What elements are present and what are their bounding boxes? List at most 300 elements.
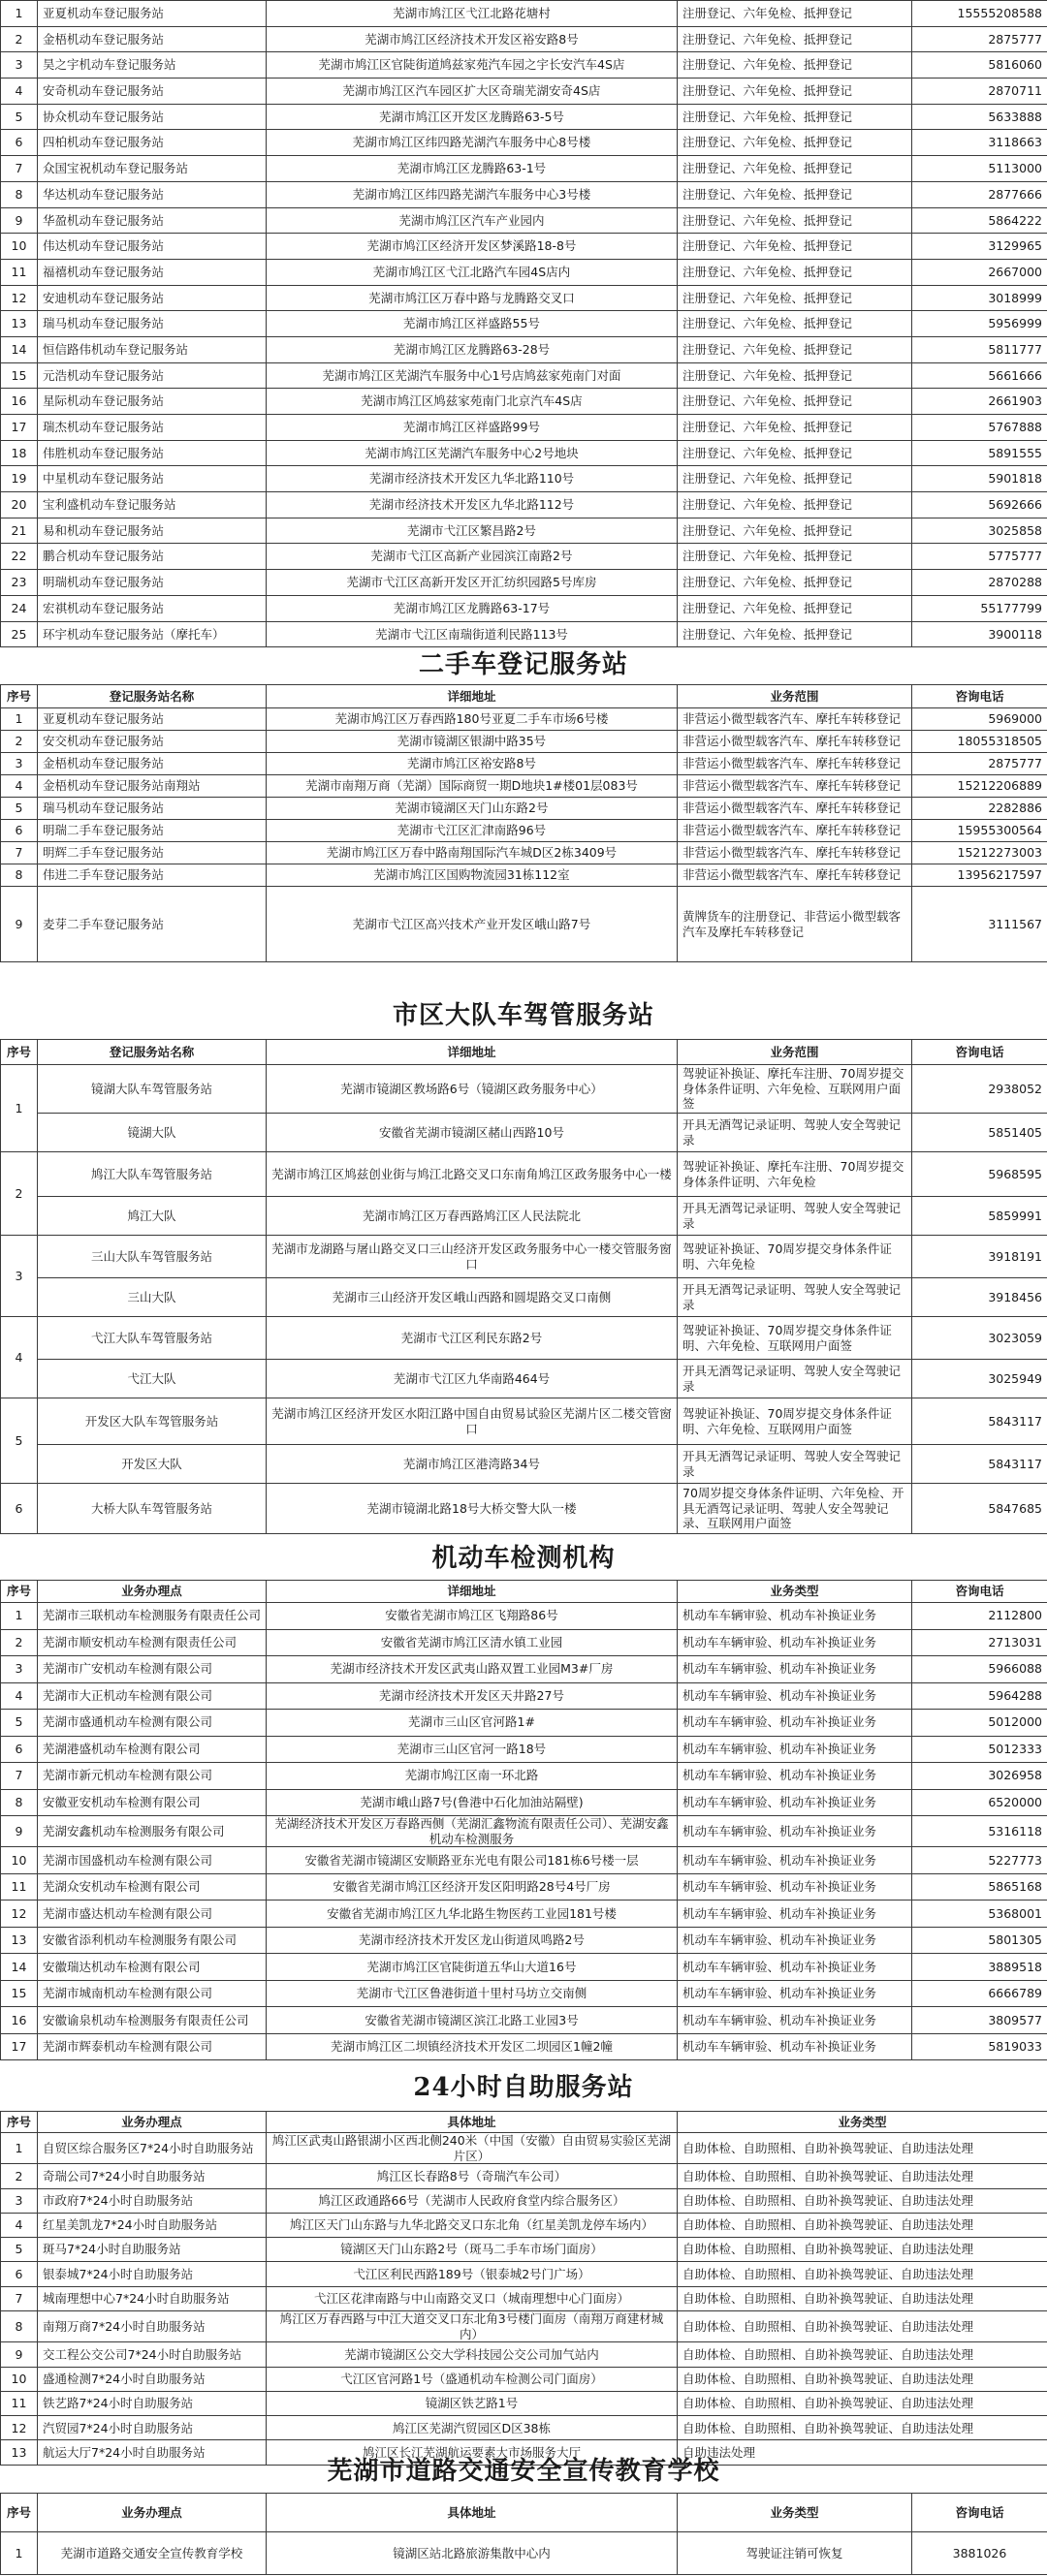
station-name: 伟达机动车登记服务站 bbox=[38, 234, 267, 260]
used-car-section-title: 二手车登记服务站 bbox=[418, 650, 628, 679]
address: 芜湖市鸠江区鸠兹家苑南门北京汽车4S店 bbox=[267, 389, 678, 415]
row-number: 6 bbox=[1, 1736, 38, 1763]
service-point: 市政府7*24小时自助服务站 bbox=[38, 2188, 267, 2213]
phone-number: 15212206889 bbox=[912, 775, 1047, 798]
address: 鸠江区芜湖汽贸园区D区38栋 bbox=[267, 2416, 678, 2440]
table-row bbox=[1, 2007, 1047, 2034]
business-scope: 非营运小微型载客汽车、摩托车转移登记 bbox=[678, 731, 912, 753]
row-number: 4 bbox=[1, 79, 38, 105]
address: 安徽省芜湖市镜湖区赭山西路10号 bbox=[267, 1114, 678, 1152]
table-row bbox=[1, 311, 1047, 337]
table-row bbox=[1, 1927, 1047, 1954]
row-number: 4 bbox=[1, 1682, 38, 1710]
business-scope: 注册登记、六年免检、抵押登记 bbox=[678, 492, 912, 518]
row-number: 8 bbox=[1, 1789, 38, 1816]
safety-school-table bbox=[0, 2493, 1047, 2575]
phone-number: 2875777 bbox=[912, 26, 1047, 52]
column-header: 详细地址 bbox=[267, 685, 678, 708]
column-header: 具体地址 bbox=[267, 2112, 678, 2133]
business-scope: 黄牌货车的注册登记、非营运小微型载客汽车及摩托车转移登记 bbox=[678, 887, 912, 962]
phone-number: 2112800 bbox=[912, 1603, 1047, 1630]
row-number: 9 bbox=[1, 2342, 38, 2367]
phone-number: 2877666 bbox=[912, 181, 1047, 207]
row-number: 8 bbox=[1, 864, 38, 887]
station-name: 金梧机动车登记服务站南翔站 bbox=[38, 775, 267, 798]
district-brigade-table bbox=[0, 1039, 1047, 1534]
business-scope: 注册登记、六年免检、抵押登记 bbox=[678, 181, 912, 207]
phone-number: 5843117 bbox=[912, 1398, 1047, 1445]
station-name: 鸠江大队车驾管服务站 bbox=[38, 1152, 267, 1197]
business-scope: 开具无酒驾记录证明、驾驶人安全驾驶记录 bbox=[678, 1114, 912, 1152]
row-number: 16 bbox=[1, 2007, 38, 2034]
station-name: 昊之宇机动车登记服务站 bbox=[38, 52, 267, 79]
address: 芜湖市鸠江区经济技术开发区裕安路8号 bbox=[267, 26, 678, 52]
business-type: 自助违法处理 bbox=[678, 2440, 1047, 2465]
phone-number: 15555208588 bbox=[912, 1, 1047, 27]
column-header: 咨询电话 bbox=[912, 1040, 1047, 1065]
inspection-section-title: 机动车检测机构 bbox=[431, 1544, 616, 1573]
phone-number: 3025949 bbox=[912, 1360, 1047, 1398]
phone-number: 15955300564 bbox=[912, 820, 1047, 842]
group-number: 6 bbox=[1, 1484, 38, 1534]
phone-number: 5012000 bbox=[912, 1710, 1047, 1737]
phone-number: 3889518 bbox=[912, 1954, 1047, 1981]
business-type: 自助体检、自助照相、自助补换驾驶证、自助违法处理 bbox=[678, 2342, 1047, 2367]
row-number: 19 bbox=[1, 466, 38, 492]
business-scope: 注册登记、六年免检、抵押登记 bbox=[678, 130, 912, 156]
phone-number: 3026958 bbox=[912, 1763, 1047, 1790]
business-scope: 驾驶证补换证、摩托车注册、70周岁提交身体条件证明、六年免检、互联网用户面签 bbox=[678, 1065, 912, 1114]
address: 镜湖区铁艺路1号 bbox=[267, 2391, 678, 2415]
table-row bbox=[1, 731, 1047, 753]
address: 芜湖市鸠江区龙腾路63-1号 bbox=[267, 156, 678, 182]
business-scope: 开具无酒驾记录证明、驾驶人安全驾驶记录 bbox=[678, 1445, 912, 1484]
address: 芜湖市鸠江区龙腾路63-28号 bbox=[267, 336, 678, 362]
address: 安徽省芜湖市镜湖区滨江北路工业园3号 bbox=[267, 2007, 678, 2034]
business-scope: 机动车车辆审验、机动车补换证业务 bbox=[678, 1980, 912, 2007]
address: 芜湖市鸠江区芜湖汽车服务中心2号地块 bbox=[267, 440, 678, 466]
address: 鸠江区政通路66号（芜湖市人民政府食堂内综合服务区） bbox=[267, 2188, 678, 2213]
business-scope: 70周岁提交身体条件证明、六年免检、开具无酒驾记录证明、驾驶人安全驾驶记录、互联网用户面签 bbox=[678, 1484, 912, 1534]
business-scope: 注册登记、六年免检、抵押登记 bbox=[678, 234, 912, 260]
station-name: 三山大队 bbox=[38, 1278, 267, 1317]
address: 芜湖市峨山路7号(鲁港中石化加油站隔壁) bbox=[267, 1789, 678, 1816]
table-row bbox=[1, 1710, 1047, 1737]
station-name: 易和机动车登记服务站 bbox=[38, 518, 267, 544]
table-row bbox=[1, 1398, 1047, 1445]
row-number: 3 bbox=[1, 753, 38, 775]
business-scope: 注册登记、六年免检、抵押登记 bbox=[678, 285, 912, 311]
phone-number: 6666789 bbox=[912, 1980, 1047, 2007]
station-name: 弋江大队车驾管服务站 bbox=[38, 1317, 267, 1360]
row-number: 4 bbox=[1, 775, 38, 798]
table-row bbox=[1, 466, 1047, 492]
row-number: 1 bbox=[1, 708, 38, 731]
address: 芜湖市三山经济开发区峨山西路和圆堤路交叉口南侧 bbox=[267, 1278, 678, 1317]
station-name: 安徽亚安机动车检测有限公司 bbox=[38, 1789, 267, 1816]
business-scope: 机动车车辆审验、机动车补换证业务 bbox=[678, 1629, 912, 1656]
station-name: 金梧机动车登记服务站 bbox=[38, 753, 267, 775]
column-header: 业务办理点 bbox=[38, 1581, 267, 1603]
address: 芜湖市鸠江区芜湖汽车服务中心1号店鸠兹家苑南门对面 bbox=[267, 362, 678, 389]
row-number: 8 bbox=[1, 181, 38, 207]
table-row bbox=[1, 753, 1047, 775]
row-number: 7 bbox=[1, 2286, 38, 2310]
service-point: 汽贸园7*24小时自助服务站 bbox=[38, 2416, 267, 2440]
business-scope: 机动车车辆审验、机动车补换证业务 bbox=[678, 1901, 912, 1928]
self-service-section-title: 24小时自助服务站 bbox=[413, 2073, 634, 2102]
row-number: 11 bbox=[1, 2391, 38, 2415]
table-row bbox=[1, 415, 1047, 441]
table-row bbox=[1, 1445, 1047, 1484]
station-name: 芜湖港盛机动车检测有限公司 bbox=[38, 1736, 267, 1763]
phone-number: 5633888 bbox=[912, 104, 1047, 130]
phone-number: 5847685 bbox=[912, 1484, 1047, 1534]
table-row bbox=[1, 570, 1047, 596]
address: 芜湖市南翔万商（芜湖）国际商贸一期D地块1#楼01层083号 bbox=[267, 775, 678, 798]
table-row bbox=[1, 1736, 1047, 1763]
group-number: 3 bbox=[1, 1236, 38, 1317]
table-row bbox=[1, 775, 1047, 798]
station-name: 中星机动车登记服务站 bbox=[38, 466, 267, 492]
row-number: 5 bbox=[1, 798, 38, 820]
row-number: 23 bbox=[1, 570, 38, 596]
phone-number: 2938052 bbox=[912, 1065, 1047, 1114]
station-name: 芜湖市广安机动车检测有限公司 bbox=[38, 1656, 267, 1683]
address: 芜湖市鸠江区弋江北路花塘村 bbox=[267, 1, 678, 27]
station-name: 开发区大队车驾管服务站 bbox=[38, 1398, 267, 1445]
phone-number: 3918456 bbox=[912, 1278, 1047, 1317]
business-scope: 非营运小微型载客汽车、摩托车转移登记 bbox=[678, 753, 912, 775]
phone-number: 2282886 bbox=[912, 798, 1047, 820]
address: 芜湖市三山区官河路1# bbox=[267, 1710, 678, 1737]
station-name: 伟进二手车登记服务站 bbox=[38, 864, 267, 887]
table-row bbox=[1, 621, 1047, 647]
phone-number: 5801305 bbox=[912, 1927, 1047, 1954]
address: 芜湖市经济技术开发区武夷山路双置工业园M3#厂房 bbox=[267, 1656, 678, 1683]
station-name: 芜湖市顺安机动车检测有限责任公司 bbox=[38, 1629, 267, 1656]
station-name: 亚夏机动车登记服务站 bbox=[38, 708, 267, 731]
phone-number: 5891555 bbox=[912, 440, 1047, 466]
business-scope: 机动车车辆审验、机动车补换证业务 bbox=[678, 1736, 912, 1763]
address: 芜湖市鸠江区万春中路南翔国际汽车城D区2栋3409号 bbox=[267, 842, 678, 864]
address: 芜湖市弋江区高新开发区开汇纺织园路5号库房 bbox=[267, 570, 678, 596]
station-name: 亚夏机动车登记服务站 bbox=[38, 1, 267, 27]
column-header: 业务范围 bbox=[678, 685, 912, 708]
row-number: 15 bbox=[1, 362, 38, 389]
column-header: 业务办理点 bbox=[38, 2494, 267, 2532]
business-scope: 非营运小微型载客汽车、摩托车转移登记 bbox=[678, 842, 912, 864]
row-number: 5 bbox=[1, 104, 38, 130]
business-scope: 注册登记、六年免检、抵押登记 bbox=[678, 389, 912, 415]
business-scope: 机动车车辆审验、机动车补换证业务 bbox=[678, 1954, 912, 1981]
business-scope: 开具无酒驾记录证明、驾驶人安全驾驶记录 bbox=[678, 1197, 912, 1236]
group-number: 4 bbox=[1, 1317, 38, 1398]
column-header: 咨询电话 bbox=[912, 685, 1047, 708]
address: 芜湖市龙湖路与屠山路交叉口三山经济开发区政务服务中心一楼交管服务窗口 bbox=[267, 1236, 678, 1278]
table-row bbox=[1, 1656, 1047, 1683]
row-number: 21 bbox=[1, 518, 38, 544]
station-name: 芜湖市城南机动车检测有限公司 bbox=[38, 1980, 267, 2007]
address: 芜湖市弋江区汇津南路96号 bbox=[267, 820, 678, 842]
table-row bbox=[1, 595, 1047, 621]
row-number: 17 bbox=[1, 2033, 38, 2060]
registration-station-table bbox=[0, 0, 1047, 647]
column-header: 业务办理点 bbox=[38, 2112, 267, 2133]
table-header-row bbox=[1, 1581, 1047, 1603]
address: 芜湖市镜湖区公交大学科技园公交公司加气站内 bbox=[267, 2342, 678, 2367]
business-scope: 机动车车辆审验、机动车补换证业务 bbox=[678, 1682, 912, 1710]
row-number: 6 bbox=[1, 820, 38, 842]
business-scope: 注册登记、六年免检、抵押登记 bbox=[678, 544, 912, 570]
table-row bbox=[1, 2262, 1047, 2286]
table-row bbox=[1, 1901, 1047, 1928]
station-name: 福禧机动车登记服务站 bbox=[38, 259, 267, 285]
row-number: 1 bbox=[1, 2133, 38, 2164]
table-row bbox=[1, 181, 1047, 207]
address: 芜湖市鸠江区裕安路8号 bbox=[267, 753, 678, 775]
table-row bbox=[1, 79, 1047, 105]
column-header: 业务类型 bbox=[678, 1581, 912, 1603]
row-number: 1 bbox=[1, 1603, 38, 1630]
column-header: 详细地址 bbox=[267, 1040, 678, 1065]
row-number: 2 bbox=[1, 2164, 38, 2188]
station-name: 金梧机动车登记服务站 bbox=[38, 26, 267, 52]
business-type: 自助体检、自助照相、自助补换驾驶证、自助违法处理 bbox=[678, 2311, 1047, 2342]
business-type: 自助体检、自助照相、自助补换驾驶证、自助违法处理 bbox=[678, 2262, 1047, 2286]
business-type: 自助体检、自助照相、自助补换驾驶证、自助违法处理 bbox=[678, 2391, 1047, 2415]
address: 芜湖市鸠江区经济开发区梦溪路18-8号 bbox=[267, 234, 678, 260]
column-header: 序号 bbox=[1, 2112, 38, 2133]
business-scope: 注册登记、六年免检、抵押登记 bbox=[678, 207, 912, 234]
address: 鸠江区长江芜湖航运要素大市场服务大厅 bbox=[267, 2440, 678, 2465]
column-header: 咨询电话 bbox=[912, 1581, 1047, 1603]
table-row bbox=[1, 2133, 1047, 2164]
business-scope: 开具无酒驾记录证明、驾驶人安全驾驶记录 bbox=[678, 1360, 912, 1398]
row-number: 10 bbox=[1, 2367, 38, 2391]
service-point: 盛通检测7*24小时自助服务站 bbox=[38, 2367, 267, 2391]
business-scope: 机动车车辆审验、机动车补换证业务 bbox=[678, 1927, 912, 1954]
business-scope: 非营运小微型载客汽车、摩托车转移登记 bbox=[678, 775, 912, 798]
row-number: 9 bbox=[1, 887, 38, 962]
address: 芜湖市弋江区南瑞街道利民路113号 bbox=[267, 621, 678, 647]
address: 芜湖市弋江区利民东路2号 bbox=[267, 1317, 678, 1360]
table-row bbox=[1, 1152, 1047, 1197]
phone-number: 5227773 bbox=[912, 1847, 1047, 1874]
address: 安徽省芜湖市鸠江区经济开发区阳明路28号4号厂房 bbox=[267, 1873, 678, 1901]
phone-number: 55177799 bbox=[912, 595, 1047, 621]
phone-number: 3025858 bbox=[912, 518, 1047, 544]
address: 芜湖市鸠江区二坝镇经济技术开发区二坝园区1幢2幢 bbox=[267, 2033, 678, 2060]
station-name: 华盈机动车登记服务站 bbox=[38, 207, 267, 234]
column-header: 业务范围 bbox=[678, 1040, 912, 1065]
station-name: 瑞杰机动车登记服务站 bbox=[38, 415, 267, 441]
row-number: 1 bbox=[1, 1, 38, 27]
phone-number: 5692666 bbox=[912, 492, 1047, 518]
table-row bbox=[1, 1789, 1047, 1816]
phone-number: 3118663 bbox=[912, 130, 1047, 156]
station-name: 明瑞机动车登记服务站 bbox=[38, 570, 267, 596]
address: 镜湖区站北路旅游集散中心内 bbox=[267, 2532, 678, 2575]
business-scope: 机动车车辆审验、机动车补换证业务 bbox=[678, 1789, 912, 1816]
phone-number: 5901818 bbox=[912, 466, 1047, 492]
business-scope: 注册登记、六年免检、抵押登记 bbox=[678, 104, 912, 130]
row-number: 13 bbox=[1, 2440, 38, 2465]
business-scope: 注册登记、六年免检、抵押登记 bbox=[678, 595, 912, 621]
column-header: 业务类型 bbox=[678, 2494, 912, 2532]
table-header-row bbox=[1, 2112, 1047, 2133]
address: 芜湖市鸠江区汽车园区扩大区奇瑞芜湖安奇4S店 bbox=[267, 79, 678, 105]
address: 芜湖市鸠江区汽车产业园内 bbox=[267, 207, 678, 234]
station-name: 大桥大队车驾管服务站 bbox=[38, 1484, 267, 1534]
row-number: 8 bbox=[1, 2311, 38, 2342]
table-row bbox=[1, 1317, 1047, 1360]
station-name: 芜湖市大正机动车检测有限公司 bbox=[38, 1682, 267, 1710]
station-name: 环宇机动车登记服务站（摩托车） bbox=[38, 621, 267, 647]
business-scope: 注册登记、六年免检、抵押登记 bbox=[678, 621, 912, 647]
business-scope: 非营运小微型载客汽车、摩托车转移登记 bbox=[678, 798, 912, 820]
table-row bbox=[1, 1603, 1047, 1630]
table-row bbox=[1, 1236, 1047, 1278]
station-name: 芜湖市辉泰机动车检测有限公司 bbox=[38, 2033, 267, 2060]
phone-number: 5864222 bbox=[912, 207, 1047, 234]
row-number: 14 bbox=[1, 1954, 38, 1981]
table-row bbox=[1, 842, 1047, 864]
address: 芜湖市弋江区高兴技术产业开发区峨山路7号 bbox=[267, 887, 678, 962]
station-name: 鹏合机动车登记服务站 bbox=[38, 544, 267, 570]
business-scope: 机动车车辆审验、机动车补换证业务 bbox=[678, 1710, 912, 1737]
row-number: 10 bbox=[1, 234, 38, 260]
address: 芜湖市镜湖区银湖中路35号 bbox=[267, 731, 678, 753]
row-number: 3 bbox=[1, 52, 38, 79]
phone-number: 5368001 bbox=[912, 1901, 1047, 1928]
station-name: 华达机动车登记服务站 bbox=[38, 181, 267, 207]
row-number: 24 bbox=[1, 595, 38, 621]
column-header: 具体地址 bbox=[267, 2494, 678, 2532]
table-row bbox=[1, 207, 1047, 234]
service-point: 银泰城7*24小时自助服务站 bbox=[38, 2262, 267, 2286]
table-row bbox=[1, 130, 1047, 156]
business-scope: 机动车车辆审验、机动车补换证业务 bbox=[678, 2007, 912, 2034]
table-row bbox=[1, 1847, 1047, 1874]
business-scope: 注册登记、六年免检、抵押登记 bbox=[678, 362, 912, 389]
address: 芜湖市鸠江区纬四路芜湖汽车服务中心8号楼 bbox=[267, 130, 678, 156]
address: 芜湖市经济技术开发区龙山街道凤鸣路2号 bbox=[267, 1927, 678, 1954]
business-scope: 开具无酒驾记录证明、驾驶人安全驾驶记录 bbox=[678, 1278, 912, 1317]
phone-number: 5819033 bbox=[912, 2033, 1047, 2060]
business-scope: 机动车车辆审验、机动车补换证业务 bbox=[678, 1816, 912, 1847]
business-scope: 注册登记、六年免检、抵押登记 bbox=[678, 1, 912, 27]
phone-number: 2713031 bbox=[912, 1629, 1047, 1656]
station-name: 开发区大队 bbox=[38, 1445, 267, 1484]
table-row bbox=[1, 440, 1047, 466]
station-name: 明瑞二手车登记服务站 bbox=[38, 820, 267, 842]
address: 芜湖市鸠江区南一环北路 bbox=[267, 1763, 678, 1790]
table-row bbox=[1, 26, 1047, 52]
address: 芜湖市镜湖区天门山东路2号 bbox=[267, 798, 678, 820]
phone-number: 3023059 bbox=[912, 1317, 1047, 1360]
station-name: 镜湖大队车驾管服务站 bbox=[38, 1065, 267, 1114]
table-row bbox=[1, 2532, 1047, 2575]
table-row bbox=[1, 1360, 1047, 1398]
address: 芜湖市鸠江区国购物流园31栋112室 bbox=[267, 864, 678, 887]
service-point: 斑马7*24小时自助服务站 bbox=[38, 2238, 267, 2262]
table-row bbox=[1, 544, 1047, 570]
table-row bbox=[1, 2213, 1047, 2237]
row-number: 20 bbox=[1, 492, 38, 518]
table-row bbox=[1, 2416, 1047, 2440]
group-number: 1 bbox=[1, 1065, 38, 1152]
address: 芜湖市镜湖区教场路6号（镜湖区政务服务中心） bbox=[267, 1065, 678, 1114]
phone-number: 5316118 bbox=[912, 1816, 1047, 1847]
table-row bbox=[1, 1954, 1047, 1981]
station-name: 星际机动车登记服务站 bbox=[38, 389, 267, 415]
business-type: 自助体检、自助照相、自助补换驾驶证、自助违法处理 bbox=[678, 2416, 1047, 2440]
business-type: 自助体检、自助照相、自助补换驾驶证、自助违法处理 bbox=[678, 2286, 1047, 2310]
column-header: 业务类型 bbox=[678, 2112, 1047, 2133]
address: 弋江区花津南路与中山南路交叉口（城南理想中心门面房） bbox=[267, 2286, 678, 2310]
phone-number: 5859991 bbox=[912, 1197, 1047, 1236]
service-point: 红星美凯龙7*24小时自助服务站 bbox=[38, 2213, 267, 2237]
table-row bbox=[1, 2033, 1047, 2060]
row-number: 5 bbox=[1, 1710, 38, 1737]
group-number: 5 bbox=[1, 1398, 38, 1484]
used-car-station-table bbox=[0, 684, 1047, 962]
row-number: 3 bbox=[1, 1656, 38, 1683]
phone-number: 5775777 bbox=[912, 544, 1047, 570]
row-number: 9 bbox=[1, 1816, 38, 1847]
table-row bbox=[1, 798, 1047, 820]
business-type: 自助体检、自助照相、自助补换驾驶证、自助违法处理 bbox=[678, 2367, 1047, 2391]
row-number: 18 bbox=[1, 440, 38, 466]
business-scope: 注册登记、六年免检、抵押登记 bbox=[678, 440, 912, 466]
address: 鸠江区天门山东路与九华北路交叉口东北角（红星美凯龙停车场内） bbox=[267, 2213, 678, 2237]
business-type: 自助体检、自助照相、自助补换驾驶证、自助违法处理 bbox=[678, 2133, 1047, 2164]
station-name: 伟胜机动车登记服务站 bbox=[38, 440, 267, 466]
business-scope: 注册登记、六年免检、抵押登记 bbox=[678, 570, 912, 596]
address: 弋江区利民西路189号（银泰城2号门广场） bbox=[267, 2262, 678, 2286]
station-name: 安徽谕泉机动车检测服务有限责任公司 bbox=[38, 2007, 267, 2034]
station-name: 安徽省添利机动车检测服务有限公司 bbox=[38, 1927, 267, 1954]
station-name: 恒信路伟机动车登记服务站 bbox=[38, 336, 267, 362]
column-header: 序号 bbox=[1, 685, 38, 708]
business-type: 自助体检、自助照相、自助补换驾驶证、自助违法处理 bbox=[678, 2164, 1047, 2188]
row-number: 11 bbox=[1, 1873, 38, 1901]
table-row bbox=[1, 1197, 1047, 1236]
table-row bbox=[1, 820, 1047, 842]
address: 芜湖市弋江区九华南路464号 bbox=[267, 1360, 678, 1398]
phone-number: 15212273003 bbox=[912, 842, 1047, 864]
phone-number: 5767888 bbox=[912, 415, 1047, 441]
service-point: 交工程公交公司7*24小时自助服务站 bbox=[38, 2342, 267, 2367]
address: 鸠江区万春西路与中江大道交叉口东北角3号楼门面房（南翔万商建材城内） bbox=[267, 2311, 678, 2342]
station-name: 麦芽二手车登记服务站 bbox=[38, 887, 267, 962]
phone-number: 13956217597 bbox=[912, 864, 1047, 887]
row-number: 15 bbox=[1, 1980, 38, 2007]
address: 芜湖市弋江区繁昌路2号 bbox=[267, 518, 678, 544]
row-number: 16 bbox=[1, 389, 38, 415]
column-header: 序号 bbox=[1, 2494, 38, 2532]
address: 鸠江区长春路8号（奇瑞汽车公司） bbox=[267, 2164, 678, 2188]
business-scope: 注册登记、六年免检、抵押登记 bbox=[678, 79, 912, 105]
phone-number: 2870288 bbox=[912, 570, 1047, 596]
phone-number: 3129965 bbox=[912, 234, 1047, 260]
table-row bbox=[1, 104, 1047, 130]
phone-number: 5816060 bbox=[912, 52, 1047, 79]
table-row bbox=[1, 492, 1047, 518]
service-point: 自贸区综合服务区7*24小时自助服务站 bbox=[38, 2133, 267, 2164]
row-number: 17 bbox=[1, 415, 38, 441]
